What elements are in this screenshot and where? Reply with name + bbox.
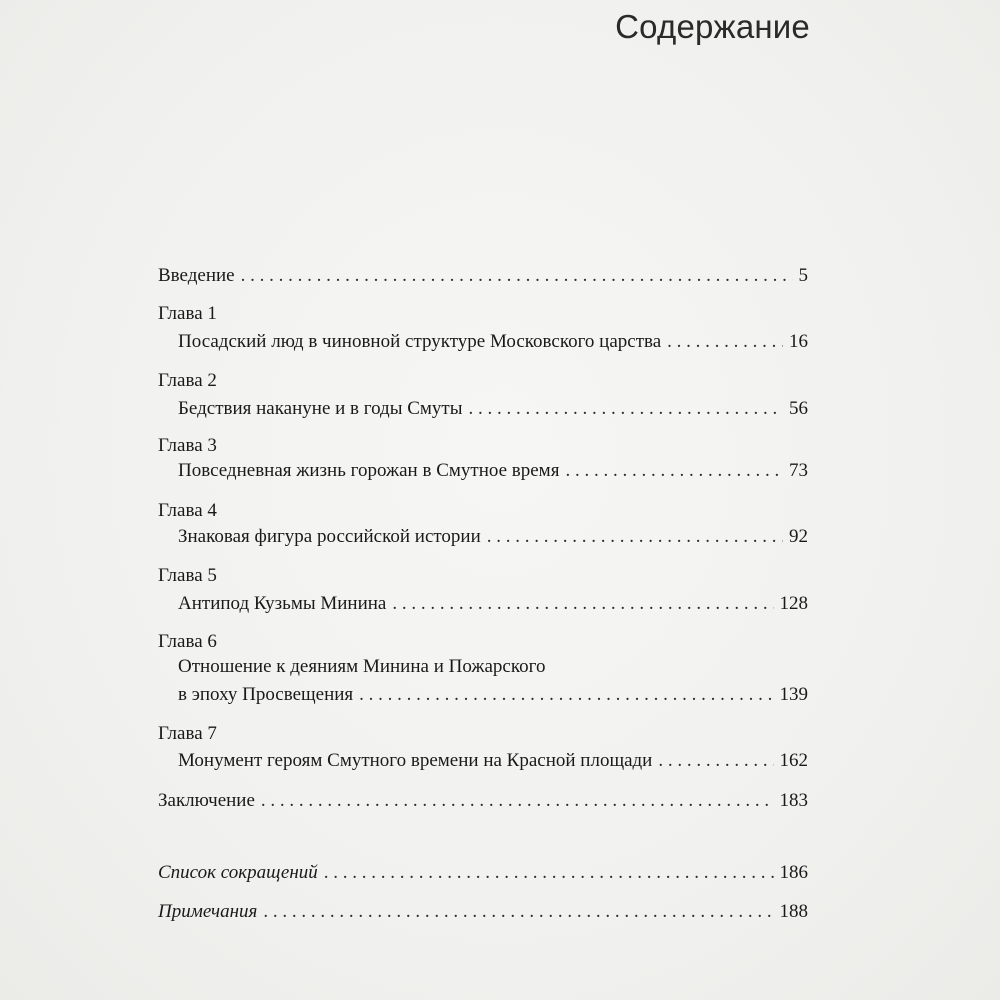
toc-entry-title: Примечания: [158, 901, 258, 922]
dot-leader: [658, 749, 773, 773]
chapter-label: Глава 4: [158, 500, 217, 521]
toc-page-number: 188: [779, 901, 808, 922]
toc-entry-conclusion[interactable]: [158, 789, 808, 813]
chapter-label: Глава 7: [158, 723, 217, 744]
toc-entry-chapter-4[interactable]: [178, 525, 808, 549]
toc-page-number: 186: [779, 862, 808, 883]
dot-leader: [468, 397, 783, 421]
toc-page-number: 5: [798, 265, 808, 286]
toc-entry-title: Бедствия накануне и в годы Смуты: [178, 398, 463, 419]
dot-leader: [263, 900, 773, 924]
dot-leader: [667, 330, 783, 354]
toc-entry-chapter-2[interactable]: [178, 397, 808, 421]
toc-page-number: 73: [789, 460, 808, 481]
chapter-label: Глава 2: [158, 370, 217, 391]
dot-leader: [359, 683, 773, 707]
toc-entry-title: в эпоху Просвещения: [178, 684, 354, 705]
dot-leader: [324, 861, 774, 885]
toc-entry-title: Знаковая фигура российской истории: [178, 526, 481, 547]
toc-entry-title: Посадский люд в чиновной структуре Московского царства: [178, 331, 662, 352]
dot-leader: [241, 264, 793, 288]
toc-entry-chapter-1[interactable]: [178, 330, 808, 354]
toc-entry-intro[interactable]: [158, 264, 808, 288]
toc-entry-title: Антипод Кузьмы Минина: [178, 593, 387, 614]
dot-leader: [392, 592, 773, 616]
toc-entry-title: Заключение: [158, 790, 255, 811]
toc-entry-title: Список сокращений: [158, 862, 318, 883]
toc-entry-title: Повседневная жизнь горожан в Смутное время: [178, 460, 560, 481]
chapter-label: Глава 6: [158, 631, 217, 652]
dot-leader: [261, 789, 774, 813]
toc-page-number: 128: [779, 593, 808, 614]
toc-page-number: 92: [789, 526, 808, 547]
toc-page-number: 162: [779, 750, 808, 771]
toc-page-number: 183: [779, 790, 808, 811]
toc-entry-chapter-3[interactable]: [178, 459, 808, 483]
toc-entry-chapter-7[interactable]: [178, 749, 808, 773]
toc-entry-title: Введение: [158, 265, 235, 286]
toc-page-number: 56: [789, 398, 808, 419]
toc-entry-abbreviations[interactable]: [158, 861, 808, 885]
dot-leader: [487, 525, 783, 549]
page-title: Содержание: [615, 8, 810, 45]
toc-entry-chapter-6-line1[interactable]: Отношение к деяниям Минина и Пожарского: [178, 656, 546, 677]
chapter-label: Глава 1: [158, 303, 217, 324]
dot-leader: [565, 459, 783, 483]
toc-entry-chapter-5[interactable]: [178, 592, 808, 616]
toc-entry-title: Монумент героям Смутного времени на Красной площади: [178, 750, 653, 771]
toc-entry-chapter-6[interactable]: [178, 683, 808, 707]
toc-page-number: 139: [779, 684, 808, 705]
toc-entry-notes[interactable]: [158, 900, 808, 924]
chapter-label: Глава 3: [158, 435, 217, 456]
toc-page-number: 16: [789, 331, 808, 352]
chapter-label: Глава 5: [158, 565, 217, 586]
